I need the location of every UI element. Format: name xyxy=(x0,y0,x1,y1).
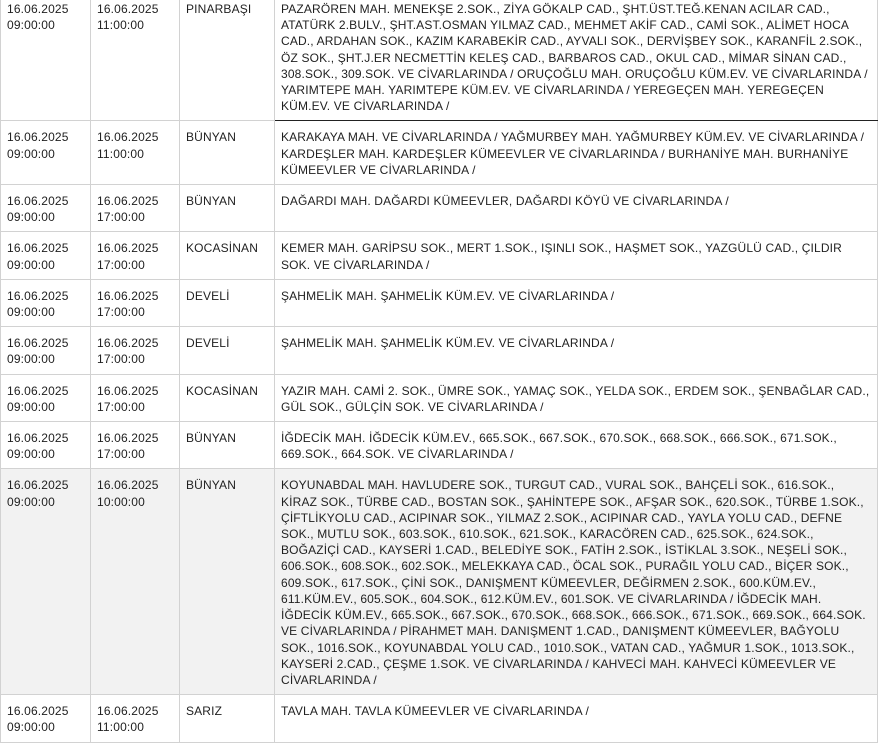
start-time: 09:00:00 xyxy=(7,257,55,272)
end-cell xyxy=(91,327,180,374)
affected-areas-cell xyxy=(275,185,878,232)
start-cell xyxy=(1,279,91,326)
end-date: 16.06.2025 xyxy=(97,288,159,303)
start-cell xyxy=(1,232,91,279)
district-name: BÜNYAN xyxy=(186,130,237,145)
table-row xyxy=(1,121,878,185)
affected-areas-cell xyxy=(275,279,878,326)
end-time: 17:00:00 xyxy=(97,305,145,320)
start-date: 16.06.2025 xyxy=(7,194,69,209)
end-cell xyxy=(91,121,180,185)
start-time: 09:00:00 xyxy=(7,352,55,367)
table-row xyxy=(1,422,878,469)
district-cell xyxy=(180,469,275,695)
start-cell xyxy=(1,327,91,374)
district-cell xyxy=(180,185,275,232)
affected-areas-text: YAZIR MAH. CAMİ 2. SOK., ÜMRE SOK., YAMAÇ SOK., YELDA SOK., ERDEM SOK., ŞENBAĞLAR CAD., GÜL SOK., GÜLÇİN SOK. VE CİVARLARINDA / xyxy=(281,383,870,414)
affected-areas-cell xyxy=(275,422,878,469)
end-date: 16.06.2025 xyxy=(97,704,159,719)
end-date: 16.06.2025 xyxy=(97,2,159,16)
affected-areas-cell xyxy=(275,327,878,374)
start-date: 16.06.2025 xyxy=(7,478,69,493)
district-name: KOCASİNAN xyxy=(186,383,259,398)
district-cell xyxy=(180,121,275,185)
table-row xyxy=(1,232,878,279)
end-time: 17:00:00 xyxy=(97,399,145,414)
district-cell xyxy=(180,279,275,326)
start-date: 16.06.2025 xyxy=(7,336,69,351)
start-time: 09:00:00 xyxy=(7,399,55,414)
start-time: 09:00:00 xyxy=(7,447,55,462)
end-time: 17:00:00 xyxy=(97,210,145,225)
end-time: 17:00:00 xyxy=(97,352,145,367)
affected-areas-text: ŞAHMELİK MAH. ŞAHMELİK KÜM.EV. VE CİVARLARINDA / xyxy=(281,336,615,351)
end-date: 16.06.2025 xyxy=(97,383,159,398)
table-row xyxy=(1,0,878,121)
end-cell xyxy=(91,0,180,121)
district-cell xyxy=(180,422,275,469)
affected-areas-cell xyxy=(275,232,878,279)
start-cell xyxy=(1,469,91,695)
district-name: SARIZ xyxy=(186,704,223,719)
table-row xyxy=(1,185,878,232)
end-cell xyxy=(91,422,180,469)
affected-areas-text: KARAKAYA MAH. VE CİVARLARINDA / YAĞMURBEY MAH. YAĞMURBEY KÜM.EV. VE CİVARLARINDA / KARDEŞLER MAH. KARDEŞLER KÜMEEVLER VE CİVARLARINDA / BURHANİYE MAH. BURHANİYE KÜMEEVLER VE CİVARLARINDA / xyxy=(281,130,865,177)
start-time: 09:00:00 xyxy=(7,494,55,509)
table-row xyxy=(1,327,878,374)
affected-areas-cell xyxy=(275,0,878,121)
table-row xyxy=(1,279,878,326)
affected-areas-text: KEMER MAH. GARİPSU SOK., MERT 1.SOK., IŞINLI SOK., HAŞMET SOK., YAZGÜLÜ CAD., ÇILDIR SOK. VE CİVARLARINDA / xyxy=(281,241,842,272)
end-date: 16.06.2025 xyxy=(97,478,159,493)
end-time: 11:00:00 xyxy=(97,18,145,33)
start-date: 16.06.2025 xyxy=(7,704,69,719)
end-cell xyxy=(91,279,180,326)
end-date: 16.06.2025 xyxy=(97,336,159,351)
start-date: 16.06.2025 xyxy=(7,2,69,16)
start-time: 09:00:00 xyxy=(7,720,55,735)
end-cell xyxy=(91,695,180,742)
start-time: 09:00:00 xyxy=(7,146,55,161)
end-date: 16.06.2025 xyxy=(97,241,159,256)
district-name: DEVELİ xyxy=(186,336,230,351)
affected-areas-text: KOYUNABDAL MAH. HAVLUDERE SOK., TURGUT CAD., VURAL SOK., BAHÇELİ SOK., 616.SOK., KİRAZ SOK., TÜRBE CAD., BOSTAN SOK., ŞAHİNTEPE SOK., AFŞAR SOK., 620.SOK., TÜRBE 1.SOK., ÇİFTLİKYOLU CAD., ACIPINAR SOK., YILMAZ 2.SOK., ACIPINAR CAD., YAYLA YOLU CAD., DEFNE SOK., MUTLU SOK., 603.SOK., 610.SOK., 621.SOK., KARACÖREN CAD., 625.SOK., 624.SOK., BOĞAZİÇİ CAD., KAYSERİ 1.CAD., BELEDİYE SOK., FATİH 2.SOK., İSTİKLAL 3.SOK., NEŞELİ SOK., 606.SOK., 608.SOK., 602.SOK., MELEKKAYA CAD., ÖCAL SOK., PURAĞIL YOLU CAD., BİÇER SOK., 609.SOK., 617.SOK., ÇİNİ SOK., DANIŞMENT KÜMEEVLER, DEĞİRMEN 2.SOK., 600.KÜM.EV., 611.KÜM.EV., 605.SOK., 604.SOK., 612.KÜM.EV., 601.SOK. VE CİVARLARINDA / İĞDECİK MAH. İĞDECİK KÜM.EV., 665.SOK., 667.SOK., 670.SOK., 668.SOK., 666.SOK., 671.SOK., 669.SOK., 664.SOK. VE CİVARLARINDA / PİRAHMET MAH. DANIŞMENT 1.CAD., DANIŞMENT KÜMEEVLER, BAĞYOLU SOK., 1016.SOK., KOYUNABDAL YOLU CAD., 1010.SOK., VATAN CAD., YAĞMUR 1.SOK., 1013.SOK., KAYSERİ 2.CAD., ÇEŞME 1.SOK. VE CİVARLARINDA / KAHVECİ MAH. KAHVECİ KÜMEEVLER VE CİVARLARINDA / xyxy=(281,478,866,687)
district-name: PINARBAŞI xyxy=(186,2,252,16)
start-date: 16.06.2025 xyxy=(7,241,69,256)
affected-areas-text: İĞDECİK MAH. İĞDECİK KÜM.EV., 665.SOK., 667.SOK., 670.SOK., 668.SOK., 666.SOK., 671.SOK., 669.SOK., 664.SOK. VE CİVARLARINDA / xyxy=(281,431,837,462)
end-date: 16.06.2025 xyxy=(97,194,159,209)
affected-areas-text: PAZARÖREN MAH. MENEKŞE 2.SOK., ZİYA GÖKALP CAD., ŞHT.ÜST.TEĞ.KENAN ACILAR CAD., ATATÜRK 2.BULV., ŞHT.AST.OSMAN YILMAZ CAD., MEHMET AKİF CAD., CAMİ SOK., ALİMET HOCA CAD., ARDAHAN SOK., KAZIM KARABEKİR CAD., AYVALI SOK., DERVİŞBEY SOK., KARANFİL 2.SOK., ÖZ SOK., ŞHT.J.ER NECMETTİN KELEŞ CAD., BARBAROS CAD., OKUL CAD., MİMAR SİNAN CAD., 308.SOK., 309.SOK. VE CİVARLARINDA / ORUÇOĞLU MAH. ORUÇOĞLU KÜM.EV. VE CİVARLARINDA / YARIMTEPE MAH. YARIMTEPE KÜM.EV. VE CİVARLARINDA / YEREGEÇEN MAH. YEREGEÇEN KÜM.EV. VE CİVARLARINDA / xyxy=(281,2,868,114)
district-cell xyxy=(180,327,275,374)
outage-table-body xyxy=(1,0,878,742)
end-time: 11:00:00 xyxy=(97,146,145,161)
end-time: 10:00:00 xyxy=(97,494,145,509)
affected-areas-cell xyxy=(275,469,878,695)
end-time: 17:00:00 xyxy=(97,447,145,462)
start-time: 09:00:00 xyxy=(7,305,55,320)
affected-areas-cell xyxy=(275,695,878,742)
start-date: 16.06.2025 xyxy=(7,130,69,145)
district-name: DEVELİ xyxy=(186,288,230,303)
table-row xyxy=(1,469,878,695)
start-cell xyxy=(1,121,91,185)
start-cell xyxy=(1,695,91,742)
table-row xyxy=(1,695,878,742)
affected-areas-cell xyxy=(275,374,878,421)
end-time: 17:00:00 xyxy=(97,257,145,272)
start-date: 16.06.2025 xyxy=(7,288,69,303)
district-cell xyxy=(180,374,275,421)
district-cell xyxy=(180,0,275,121)
end-cell xyxy=(91,232,180,279)
end-cell xyxy=(91,374,180,421)
table-row xyxy=(1,374,878,421)
district-cell xyxy=(180,695,275,742)
start-cell xyxy=(1,185,91,232)
end-cell xyxy=(91,469,180,695)
district-name: KOCASİNAN xyxy=(186,241,259,256)
district-name: BÜNYAN xyxy=(186,478,237,493)
affected-areas-cell xyxy=(275,121,878,185)
end-time: 11:00:00 xyxy=(97,720,145,735)
end-cell xyxy=(91,185,180,232)
district-name: BÜNYAN xyxy=(186,431,237,446)
end-date: 16.06.2025 xyxy=(97,431,159,446)
start-cell xyxy=(1,374,91,421)
start-time: 09:00:00 xyxy=(7,210,55,225)
district-name: BÜNYAN xyxy=(186,194,237,209)
affected-areas-text: ŞAHMELİK MAH. ŞAHMELİK KÜM.EV. VE CİVARLARINDA / xyxy=(281,288,615,303)
start-date: 16.06.2025 xyxy=(7,383,69,398)
affected-areas-text: TAVLA MAH. TAVLA KÜMEEVLER VE CİVARLARINDA / xyxy=(281,704,590,719)
end-date: 16.06.2025 xyxy=(97,130,159,145)
start-cell xyxy=(1,422,91,469)
district-cell xyxy=(180,232,275,279)
start-cell xyxy=(1,0,91,121)
start-date: 16.06.2025 xyxy=(7,431,69,446)
affected-areas-text: DAĞARDI MAH. DAĞARDI KÜMEEVLER, DAĞARDI KÖYÜ VE CİVARLARINDA / xyxy=(281,194,729,209)
start-time: 09:00:00 xyxy=(7,18,55,33)
